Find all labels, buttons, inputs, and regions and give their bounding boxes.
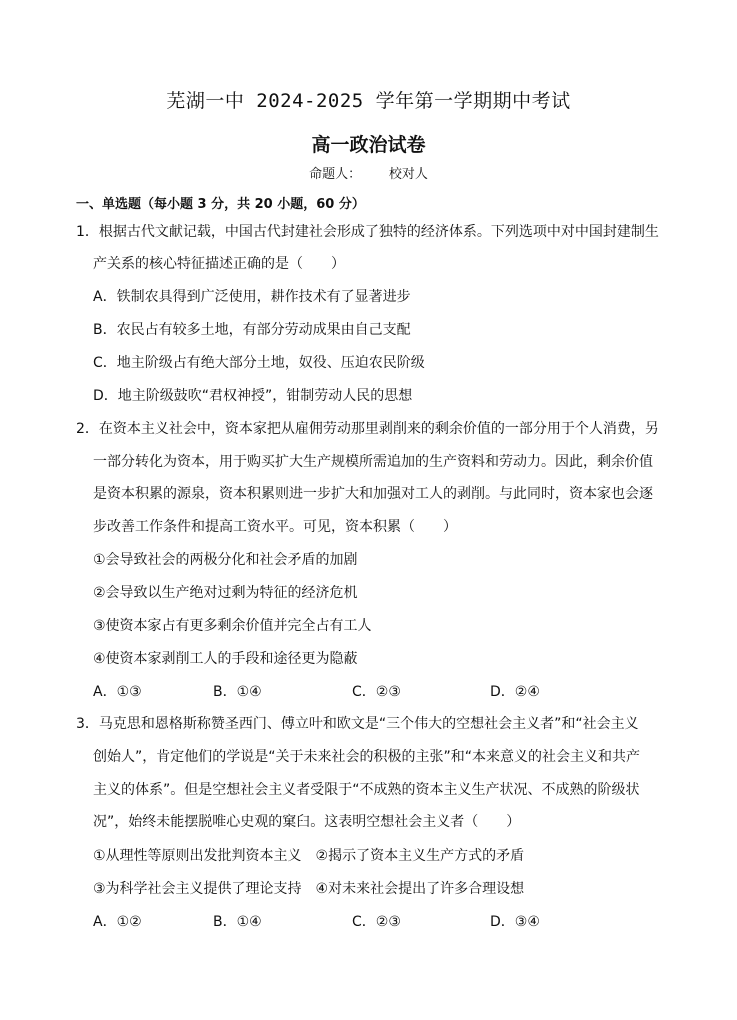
q1-option-d: D．地主阶级鼓吹“君权神授”，钳制劳动人民的思想 — [93, 388, 413, 404]
q2-statement-4: ④使资本家剥削工人的手段和途径更为隐蔽 — [93, 651, 358, 667]
q2-option-d: D．②④ — [490, 684, 540, 700]
q1-option-c: C．地主阶级占有绝大部分土地，奴役、压迫农民阶级 — [93, 355, 425, 371]
q2-statement-3: ③使资本家占有更多剩余价值并完全占有工人 — [93, 618, 372, 634]
q3-stem-line3: 主义的体系”。但是空想社会主义者受限于“不成熟的资本主义生产状况、不成熟的阶级状 — [93, 782, 640, 798]
q2-statement-2: ②会导致以生产绝对过剩为特征的经济危机 — [93, 585, 358, 601]
q2-option-c: C．②③ — [352, 684, 401, 700]
reviewer-label: 校对人 — [388, 167, 428, 182]
q3-option-d: D．③④ — [490, 914, 540, 930]
exam-title: 芜湖一中 2024-2025 学年第一学期期中考试 — [166, 90, 571, 112]
q3-statements-1-2: ①从理性等原则出发批判资本主义 ②揭示了资本主义生产方式的矛盾 — [93, 848, 525, 864]
author-label: 命题人： — [309, 167, 362, 182]
q3-option-b: B．①④ — [213, 914, 262, 930]
q2-option-a: A．①③ — [93, 684, 142, 700]
q3-stem-line4: 况”，始终未能摆脱唯心史观的窠臼。这表明空想社会主义者（ ） — [93, 814, 521, 830]
q2-stem-line2: 一部分转化为资本，用于购买扩大生产规模所需追加的生产资料和劳动力。因此，剩余价值 — [93, 454, 653, 470]
q1-option-b: B．农民占有较多土地，有部分劳动成果由自己支配 — [93, 322, 411, 338]
q3-statements-3-4: ③为科学社会主义提供了理论支持 ④对未来社会提出了许多合理设想 — [93, 881, 525, 897]
section-heading: 一、单选题（每小题 3 分，共 20 小题，60 分） — [76, 197, 365, 212]
q3-option-c: C．②③ — [352, 914, 401, 930]
exam-subtitle: 高一政治试卷 — [311, 134, 426, 156]
q3-stem-line2: 创始人”，肯定他们的学说是“关于未来社会的积极的主张”和“本来意义的社会主义和共产 — [93, 749, 641, 765]
q2-option-b: B．①④ — [213, 684, 262, 700]
q3-option-a: A．①② — [93, 914, 142, 930]
q2-stem-line1: 2．在资本主义社会中，资本家把从雇佣劳动那里剥削来的剩余价值的一部分用于个人消费，另 — [76, 421, 659, 437]
q2-statement-1: ①会导致社会的两极分化和社会矛盾的加剧 — [93, 552, 358, 568]
q1-stem-line2: 产关系的核心特征描述正确的是（ ） — [93, 256, 345, 272]
q2-stem-line3: 是资本积累的源泉，资本积累则进一步扩大和加强对工人的剥削。与此同时，资本家也会逐 — [93, 486, 653, 502]
q1-option-a: A．铁制农具得到广泛使用，耕作技术有了显著进步 — [93, 289, 411, 305]
q2-stem-line4: 步改善工作条件和提高工资水平。可见，资本积累（ ） — [93, 519, 457, 535]
q3-stem-line1: 3．马克思和恩格斯称赞圣西门、傅立叶和欧文是“三个伟大的空想社会主义者”和“社会主义 — [76, 716, 639, 732]
q1-stem-line1: 1．根据古代文献记载，中国古代封建社会形成了独特的经济体系。下列选项中对中国封建制生 — [76, 224, 659, 240]
exam-meta — [0, 163, 737, 182]
